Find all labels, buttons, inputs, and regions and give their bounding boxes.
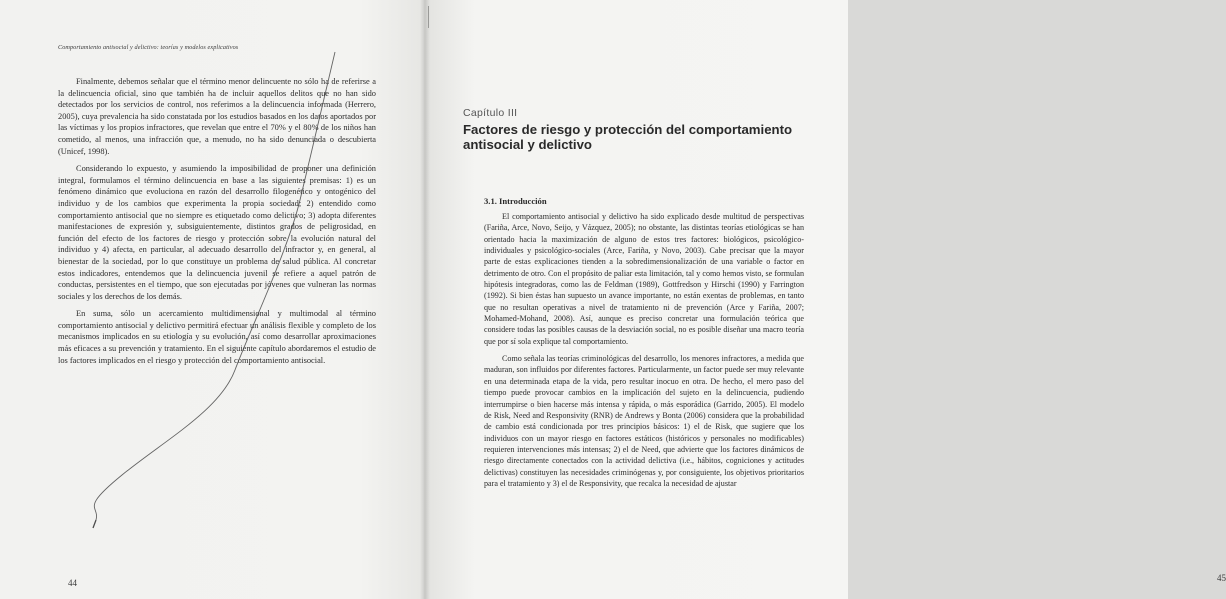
- page-number-left: 44: [68, 578, 77, 588]
- paragraph: Como señala las teorías criminológicas del desarrollo, los menores infractores, a medida que maduran, son influidos por diferentes factores. Particularmente, un factor puede ser muy relevante en una determinada etapa de la vida, pero resultar inocuo en otra. De hecho, el mero paso del tiempo puede provocar cambios en la implicación del sujeto en la delincuencia, pudiendo interrumpirse o bien hacerse más intensa y rápida, o más esporádica (Garrido, 2005). El modelo de Risk, Need and Responsivity (RNR) de Andrews y Bonta (2006) considera que la probabilidad de cambio está condicionada por tres principios básicos: 1) el de Risk, que sugiere que los individuos con un mayor riesgo en factores estáticos (históricos y personales no modificables) requieren intervenciones más intensas; 2) el de Need, que advierte que los factores dinámicos de riesgo directamente conectados con la actividad delictiva (i.e., hábitos, cogniciones y actitudes delictivas) constituyen las necesidades criminógenas y, por consiguiente, los objetivos prioritarios para el tratamiento y 3) el de Responsivity, que recalca la necesidad de ajustar: [484, 354, 804, 488]
- right-page-text: [484, 211, 804, 495]
- left-page: [0, 0, 424, 599]
- section-heading: 3.1. Introducción: [484, 196, 547, 206]
- paragraph: El comportamiento antisocial y delictivo ha sido explicado desde multitud de perspectivas (Fariña, Arce, Novo, Seijo, y Vázquez, 2005); no obstante, las distintas teorías etiológicas se han orientado hacia la maximización de alguno de estos tres factores: biológicos, psicológico-individuales y psicológico-sociales (Arce, Fariña, y Novo, 2003). Cabe precisar que la mayor parte de estas explicaciones tienden a la sobredimensionalización de una variable o factor en detrimento de otro. Con el propósito de paliar esta limitación, tal y como hemos visto, se formulan hipótesis integradoras, como las de Feldman (1989), Gottfredson y Hirschi (1990) y Farrington (1992). Si bien éstas han supuesto un avance importante, no están exentas de problemas, en tanto que no resultan operativas a nivel de tratamiento ni de prevención (Arce y Fariña, 2007; Mohamed-Mohand, 2008). Así, aunque es preciso concretar una formulación teórica que considere todas las posibles causas de la desviación social, no es posible diseñar una macro teoría que por sí sola explique tal comportamiento.: [484, 212, 804, 346]
- gutter-mark: [428, 6, 429, 28]
- chapter-label: Capítulo III: [463, 107, 518, 119]
- right-page: [424, 0, 1226, 599]
- paragraph: En suma, sólo un acercamiento multidimensional y multimodal al término comportamiento antisocial y delictivo permitirá efectuar un análisis flexible y completo de los mecanismos implicados en su etiología y su evolución, así como desarrollar aproximaciones más eficaces a su prevención y tratamiento. En el siguiente capítulo abordaremos el estudio de los factores implicados en el riesgo y protección del comportamiento antisocial.: [58, 309, 376, 365]
- paragraph: Considerando lo expuesto, y asumiendo la imposibilidad de proponer una definición integral, formulamos el término delincuencia en base a las siguientes premisas: 1) es un fenómeno dinámico que evoluciona en razón del desarrollo filogenético y ontogénico del individuo y de los cambios que experimenta la propia sociedad; 2) entendido como comportamiento antisocial que no siempre es etiquetado como delictivo; 3) adopta diferentes manifestaciones de expresión y, subsiguientemente, distintos grados de peligrosidad, en función del efecto de los factores de riesgo y protección sobre la evolución natural del individuo y 4) afecta, en particular, al adecuado desarrollo del infractor y, en general, al bienestar de la sociedad, por lo que constituye un problema de salud pública. Al concretar estos indicadores, entendemos que la delincuencia juvenil se refiere a aquel patrón de conductas, persistentes en el tiempo, que son ejecutadas por jóvenes que vulneran las normas sociales y los derechos de los demás.: [58, 164, 376, 301]
- book-gutter: [420, 0, 430, 599]
- left-page-text: [58, 76, 376, 372]
- running-head: Comportamiento antisocial y delictivo: teorías y modelos explicativos: [58, 44, 239, 51]
- page-number-right: 45: [1217, 573, 1226, 583]
- paragraph: Finalmente, debemos señalar que el término menor delincuente no sólo ha de referirse a la delincuencia oficial, sino que también ha de incluir aquellos delitos que no han sido detectados por los servicios de control, nos referimos a la delincuencia informada (Herrero, 2005), cuya prevalencia ha sido constatada por los estudios basados en los datos aportados por las víctimas y los propios infractores, que revelan que entre el 70% y el 80% de los niños han cometido, al menos, una infracción que, a menudo, no ha sido denunciada o descubierta (Unicef, 1998).: [58, 77, 376, 156]
- chapter-title: Factores de riesgo y protección del comportamiento antisocial y delictivo: [463, 122, 793, 152]
